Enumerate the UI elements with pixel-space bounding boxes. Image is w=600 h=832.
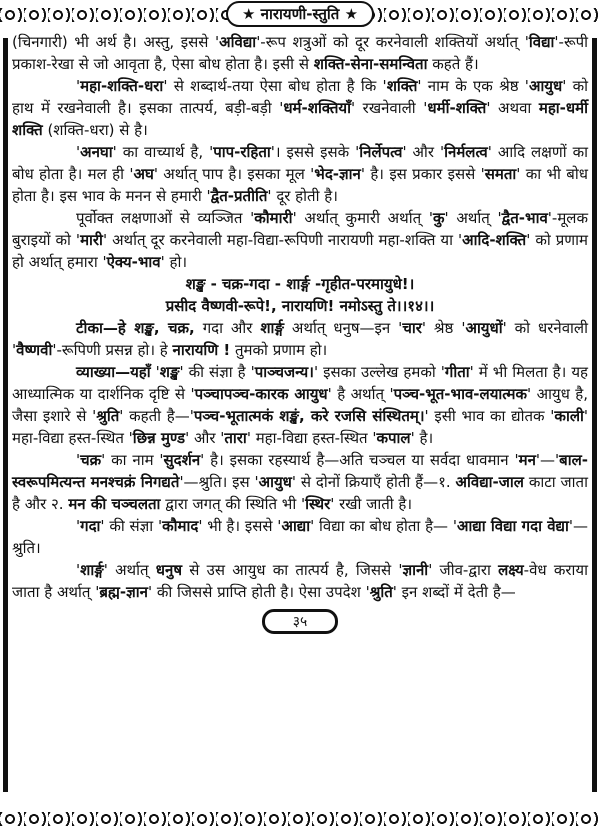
paragraph xyxy=(12,75,588,141)
page-header xyxy=(0,0,600,31)
bold-term: ब्रह्म-ज्ञान xyxy=(99,583,148,601)
text-run: ' अर्थात् xyxy=(103,561,156,579)
text-run: ' xyxy=(76,77,81,95)
bold-term: आदि-शक्ति xyxy=(462,231,527,249)
text-run: ' है। इसका रहस्यार्थ है—अति चञ्चल या सर्वदा धावमान ' xyxy=(200,451,519,469)
text-run: ' से शब्दार्थ-तया ऐसा बोध होता है कि ' xyxy=(163,77,387,95)
text-run: ' रखनेवाली ' xyxy=(351,99,428,117)
bold-term: छिन्न मुण्ड xyxy=(132,429,186,447)
text-run: ' है। xyxy=(410,429,434,447)
bold-term: अघ xyxy=(133,165,154,183)
bold-term: पाप-रहिता xyxy=(213,143,271,161)
bold-term: लक्ष्य xyxy=(498,561,524,579)
text-run: ' की जिससे प्राप्ति होती है। ऐसा उपदेश ' xyxy=(147,583,370,601)
bold-term: पाञ्चजन्य। xyxy=(254,363,314,381)
text-run: ' रखी जाती है। xyxy=(330,495,413,513)
paragraph xyxy=(12,559,588,603)
page-header-title: ★ नारायणी-स्तुति ★ xyxy=(226,1,374,27)
paragraph xyxy=(12,31,588,75)
text-run: अर्थात् धनुष—इन ' xyxy=(283,319,403,337)
bold-term: आद्या xyxy=(281,517,311,535)
text-run: -वेध कराया जाता है अर्थात् ' xyxy=(12,561,588,601)
paragraph xyxy=(12,207,588,273)
bold-term: व्याख्या—यहाँ xyxy=(76,363,151,381)
text-run: ' महा-विद्या हस्त-स्थित ' xyxy=(12,407,589,447)
verse-block xyxy=(12,273,588,317)
bold-term: नारायणि ! xyxy=(172,341,231,359)
verse-line: प्रसीद वैष्णवी-रूपे!, नारायणि! नमोऽस्तु ते।।१४।। xyxy=(165,297,435,315)
bold-term: पञ्च-भूतात्मकं शङ्खं, करे रजसि संस्थितम्। xyxy=(193,407,425,425)
text-run: ' जीव-द्वारा xyxy=(428,561,499,579)
text-run: ' इसका उल्लेख हमको ' xyxy=(313,363,445,381)
paragraph xyxy=(12,141,588,207)
bold-term: विद्या xyxy=(528,33,555,51)
paragraph xyxy=(12,449,588,515)
text-run: ' xyxy=(76,517,81,535)
bold-term: श्रुति xyxy=(96,407,120,425)
text-run: ' हो। xyxy=(160,253,188,271)
bold-term: अविद्या xyxy=(219,33,257,51)
bold-term: महा-शक्ति-धरा xyxy=(80,77,164,95)
text-run: ' आयुध है, जैसा इशारे से ' xyxy=(12,385,588,425)
bold-term: गीता xyxy=(444,363,470,381)
text-run: '—श्रुति। xyxy=(12,517,589,557)
text-run: ' में भी मिलता है। यह आध्यात्मिक या दार्शनिक दृष्टि से ' xyxy=(12,363,588,403)
bold-term: ऐक्य-भाव xyxy=(106,253,161,271)
bold-term: कौमारी xyxy=(254,209,293,227)
bold-term: कौमाद xyxy=(162,517,199,535)
bottom-ornament-border xyxy=(0,812,600,826)
right-frame-border xyxy=(592,38,597,792)
bold-term: पञ्चापञ्च-कारक आयुध xyxy=(194,385,328,403)
text-run: ' को प्रणाम हो अर्थात् हमारा ' xyxy=(12,231,588,271)
text-run: पूर्वोक्त लक्षणाओं से व्यञ्जित ' xyxy=(76,209,255,227)
text-run: '—श्रुति। इस ' xyxy=(179,473,259,491)
text-run: '-मूलक बुराइयों को ' xyxy=(12,209,588,249)
bold-term: निर्मलत्व xyxy=(444,143,488,161)
paragraph xyxy=(12,361,588,449)
bold-term: श्रुति xyxy=(369,583,393,601)
text-run: काटा जाता है और २. xyxy=(12,473,588,513)
text-run: ' का नाम ' xyxy=(101,451,164,469)
bold-term: भेद-ज्ञान xyxy=(314,165,361,183)
paragraph xyxy=(12,317,588,361)
text-run: ' आदि लक्षणों का बोध होता है। मल ही ' xyxy=(12,143,589,183)
text-run: ' है। इस प्रकार इससे ' xyxy=(360,165,485,183)
text-run: ' को धरनेवाली ' xyxy=(12,319,588,359)
text-run: '-रूपी प्रकाश-रेखा से जो आवृता है, ऐसा बोध होता है। इसी से xyxy=(12,33,589,73)
text-run: ' अर्थात् दूर करनेवाली महा-विद्या-रूपिणी नारायणी महा-शक्ति या ' xyxy=(102,231,463,249)
text-run: ' xyxy=(76,143,81,161)
text-run: '-रूपिणी प्रसन्न हो। हे xyxy=(52,341,173,359)
text-run: ' इसी भाव का द्योतक ' xyxy=(424,407,555,425)
bold-term: मारी xyxy=(80,231,103,249)
bold-term: धर्म-शक्तियाँ xyxy=(283,99,352,117)
text-run: ' श्रेष्ठ ' xyxy=(421,319,466,337)
bold-term: द्वैत-प्रतीति xyxy=(210,187,268,205)
bold-term: समता xyxy=(484,165,517,183)
paragraph xyxy=(12,515,588,559)
bold-term: शङ्ख xyxy=(159,363,180,381)
text-run: ' विद्या का बोध होता है— ' xyxy=(310,517,457,535)
bold-term: शार्ङ्ग xyxy=(260,319,284,337)
verse-line: शङ्ख - चक्र-गदा - शार्ङ्ग -गृहीत-परमायुधे!। xyxy=(185,275,415,293)
text-run: तुमको प्रणाम हो। xyxy=(230,341,328,359)
text-run: ' xyxy=(150,363,160,381)
bold-term: कु xyxy=(432,209,445,227)
bold-term: शार्ङ्ग xyxy=(80,561,104,579)
bold-term: स्थिर xyxy=(305,495,331,513)
bold-term: मन की चञ्चलता xyxy=(68,495,161,513)
bold-term: बाल-स्वरूपमित्यन्त मनश्चक्रं निगद्यते xyxy=(12,451,588,491)
bold-term: मन xyxy=(518,451,536,469)
text-run: '—' xyxy=(535,451,560,469)
bold-term: द्वैत-भाव xyxy=(501,209,548,227)
bold-term: आयुधों xyxy=(465,319,503,337)
text-run: ' दूर होती है। xyxy=(267,187,338,205)
bold-term: काली xyxy=(554,407,584,425)
text-run: (शक्ति-धरा) से है। xyxy=(42,121,148,139)
paragraphs-before-verse xyxy=(12,31,588,273)
bold-term: चक्र xyxy=(80,451,102,469)
text-run: ' की संज्ञा है ' xyxy=(179,363,255,381)
page-footer xyxy=(0,603,600,639)
text-run: ' है अर्थात् ' xyxy=(327,385,394,403)
bold-term: महा-धर्मी शक्ति xyxy=(12,99,588,139)
text-run: (चिनगारी) भी अर्थ है। अस्तु, इससे ' xyxy=(12,33,220,51)
left-frame-border xyxy=(3,38,8,792)
text-run: ' को हाथ में रखनेवाली है। इसका तात्पर्य, बड़ी-बड़ी ' xyxy=(12,77,588,117)
text-run: ' xyxy=(76,451,81,469)
bold-term: आद्या विद्या गदा वेद्या xyxy=(456,517,569,535)
text-run: ' की संज्ञा ' xyxy=(100,517,163,535)
bold-term: अनघा xyxy=(80,143,113,161)
text-run: ' का भी बोध होता है। इस भाव के मनन से हमारी ' xyxy=(12,165,588,205)
paragraphs-after-verse xyxy=(12,317,588,603)
bold-term: शक्ति xyxy=(386,77,418,95)
text-run: ' का वाच्यार्थ है, ' xyxy=(112,143,214,161)
bold-term: निर्लेपत्व xyxy=(359,143,403,161)
page-content xyxy=(12,31,588,603)
text-run: ' नाम के एक श्रेष्ठ ' xyxy=(417,77,529,95)
bold-term: तारा xyxy=(224,429,247,447)
text-run: '। इससे इसके ' xyxy=(270,143,360,161)
bold-term: आयुध xyxy=(528,77,563,95)
bold-term: अविद्या-जाल xyxy=(455,473,524,491)
bold-term: ज्ञानी xyxy=(402,561,429,579)
text-run: ' और ' xyxy=(402,143,445,161)
text-run: गदा और xyxy=(194,319,261,337)
bold-term: चार xyxy=(402,319,422,337)
text-run: ' और ' xyxy=(185,429,225,447)
bold-term: वैष्णवी xyxy=(16,341,53,359)
text-run: द्वारा जगत् की स्थिति भी ' xyxy=(160,495,306,513)
text-run: '-रूप शत्रुओं को दूर करनेवाली शक्तियों अर्थात् ' xyxy=(256,33,529,51)
text-run: से उस आयुध का तात्पर्य है, जिससे ' xyxy=(182,561,403,579)
page-number: ३५ xyxy=(262,609,339,634)
bold-term: सुदर्शन xyxy=(163,451,201,469)
text-run: ' भी है। इससे ' xyxy=(198,517,282,535)
text-run: ' अर्थात् कुमारी अर्थात् ' xyxy=(292,209,433,227)
text-run: ' xyxy=(76,561,81,579)
text-run: कहते हैं। xyxy=(427,55,479,73)
text-run: ' इन शब्दों में देती है— xyxy=(392,583,516,601)
bold-term: कपाल xyxy=(376,429,411,447)
bold-term: गदा xyxy=(80,517,101,535)
bold-term: धर्मी-शक्ति xyxy=(427,99,487,117)
text-run: ' से दोनों क्रियाएँ होती हैं—१. xyxy=(291,473,456,491)
bold-term: आयुध xyxy=(258,473,292,491)
text-run: ' अर्थात् ' xyxy=(444,209,502,227)
bold-term: पञ्च-भूत-भाव-लयात्मक xyxy=(393,385,527,403)
bold-term: धनुष xyxy=(155,561,183,579)
bold-term: टीका—हे शङ्ख, चक्र, xyxy=(76,319,195,337)
text-run: ' अथवा xyxy=(486,99,539,117)
text-run: ' कहती है—' xyxy=(119,407,194,425)
text-run: ' महा-विद्या हस्त-स्थित ' xyxy=(246,429,377,447)
text-run: ' अर्थात् पाप है। इसका मूल ' xyxy=(153,165,315,183)
bold-term: शक्ति-सेना-समन्विता xyxy=(313,55,428,73)
